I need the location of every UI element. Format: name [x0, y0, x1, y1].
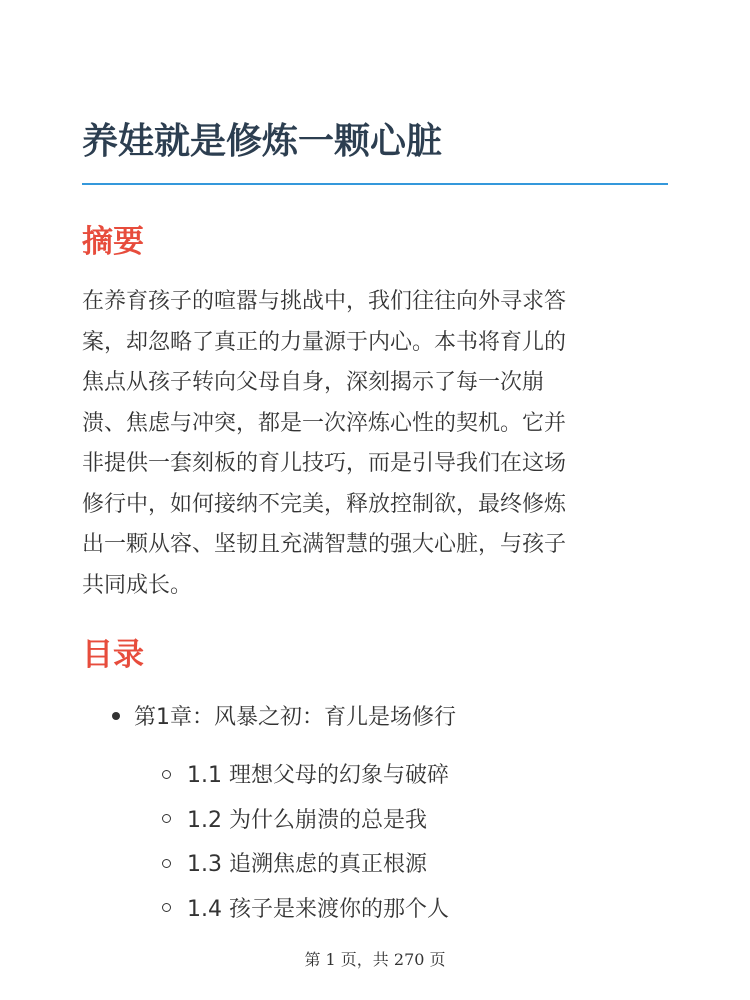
bullet-disc-icon	[112, 712, 120, 720]
toc-chapter-item[interactable]	[112, 700, 456, 736]
abstract-line: 非提供一套刻板的育儿技巧，而是引导我们在这场	[82, 451, 567, 476]
abstract-line: 出一颗从容、坚韧且充满智慧的强大心脏，与孩子	[82, 532, 567, 557]
abstract-line: 共同成长。	[82, 572, 193, 598]
abstract-line: 溃、焦虑与冲突，都是一次淬炼心性的契机。它并	[82, 410, 567, 436]
title-divider	[82, 183, 668, 185]
abstract-line: 案，却忽略了真正的力量源于内心。本书将育儿的	[82, 329, 567, 355]
toc-heading: 目录	[82, 637, 144, 673]
toc-section-title: 1.1 理想父母的幻象与破碎	[187, 763, 449, 788]
bullet-circle-icon	[162, 859, 171, 868]
document-title: 养娃就是修炼一颗心脏	[82, 121, 443, 162]
abstract-heading: 摘要	[82, 224, 144, 260]
abstract-line: 修行中，如何接纳不完美，释放控制欲，最终修炼	[82, 491, 567, 517]
toc-section-list	[162, 754, 449, 932]
toc-section-item[interactable]	[162, 754, 449, 799]
toc-section-item[interactable]	[162, 799, 449, 844]
toc-section-title: 1.3 追溯焦虑的真正根源	[187, 852, 427, 877]
bullet-circle-icon	[162, 814, 171, 823]
bullet-circle-icon	[162, 770, 171, 779]
toc-section-title: 1.2 为什么崩溃的总是我	[187, 807, 427, 833]
bullet-circle-icon	[162, 903, 171, 912]
page-footer: 第 1 页，共 270 页	[304, 950, 446, 969]
abstract-line: 在养育孩子的喧嚣与挑战中，我们往往向外寻求答	[82, 289, 567, 314]
abstract-body	[82, 282, 670, 606]
toc-section-title: 1.4 孩子是来渡你的那个人	[187, 896, 449, 922]
abstract-line: 焦点从孩子转向父母自身，深刻揭示了每一次崩	[82, 370, 545, 395]
toc-section-item[interactable]	[162, 843, 449, 888]
toc-section-item[interactable]	[162, 888, 449, 933]
toc-chapter-title: 第1章：风暴之初：育儿是场修行	[134, 705, 456, 730]
